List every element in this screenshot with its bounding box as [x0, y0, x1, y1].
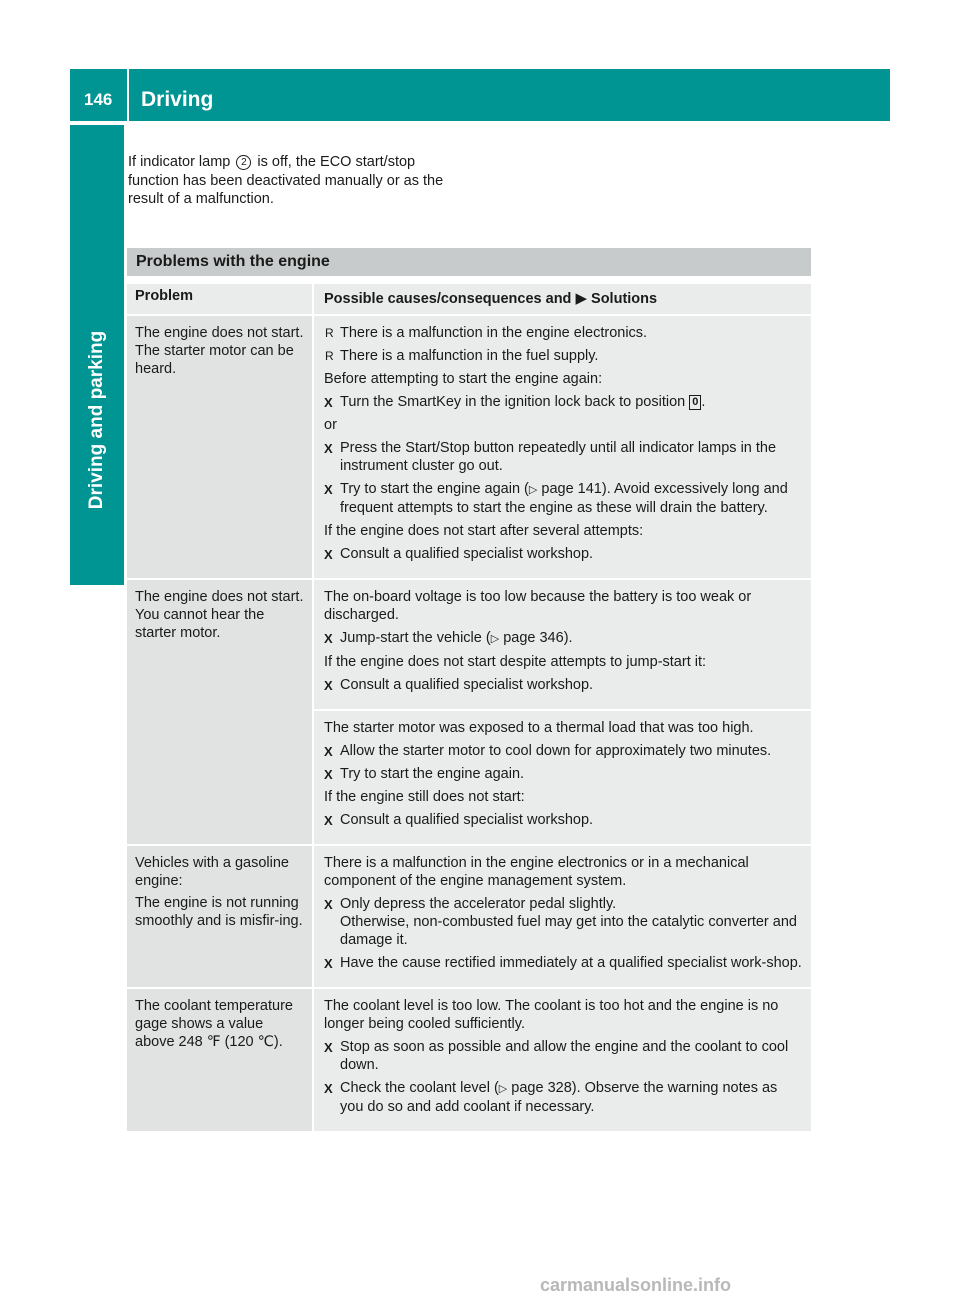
arrow-head-icon: ▶ [575, 290, 587, 307]
problem-text: The coolant temperature gage shows a value above 248 ℉ (120 ℃). [135, 998, 293, 1050]
indicator-lamp-number: 2 [236, 155, 251, 170]
solutions-cell [314, 846, 811, 987]
step-text: Try to start the engine again. [340, 766, 525, 782]
action-step [324, 480, 803, 517]
action-step [324, 545, 803, 563]
step-text-tail: ). [563, 630, 573, 646]
action-arrow-icon: X [324, 441, 333, 456]
solutions-cell [314, 316, 811, 578]
action-arrow-icon: X [324, 395, 333, 410]
action-arrow-icon: X [324, 813, 333, 828]
step-note: Otherwise, non-combusted fuel may get into the catalytic converter and damage it. [340, 914, 797, 948]
step-text: Stop as soon as possible and allow the engine and the coolant to cool down. [340, 1039, 789, 1073]
step-text: Allow the starter motor to cool down for approximately two minutes. [340, 743, 772, 759]
step-text: Jump-start the vehicle ( [340, 630, 491, 646]
problem-text: Vehicles with a gasoline engine: [135, 855, 289, 889]
action-step [324, 765, 803, 783]
page-number: 146 [84, 90, 113, 109]
problem-cell [127, 316, 314, 578]
problem-text: The engine is not running smoothly and is misfir-ing. [135, 895, 303, 929]
step-text: Consult a qualified specialist workshop. [340, 812, 594, 828]
problem-cell [127, 580, 314, 844]
page-ref-icon: ▷ [528, 484, 538, 496]
cause-text: The coolant level is too low. The coolant is too hot and the engine is no longer being cooled sufficiently. [324, 998, 779, 1032]
cause-text: If the engine still does not start: [324, 789, 525, 805]
action-arrow-icon: X [324, 1040, 333, 1055]
solutions-cell [314, 580, 811, 844]
action-arrow-icon: X [324, 678, 333, 693]
action-arrow-icon: X [324, 547, 333, 562]
table-row [127, 314, 811, 578]
action-step [324, 895, 803, 949]
step-text-tail: . [701, 394, 706, 410]
table-body [127, 314, 811, 1131]
solution-block [314, 316, 811, 578]
step-text: Have the cause rectified immediately at a qualified specialist work-shop. [340, 955, 802, 971]
header-solutions [314, 284, 811, 314]
action-arrow-icon: X [324, 767, 333, 782]
action-arrow-icon: X [324, 631, 333, 646]
step-text-tail: ). Avoid excessively long and frequent attempts to start the engine as these will drain the battery. [340, 481, 788, 516]
step-text: Try to start the engine again ( [340, 481, 529, 497]
action-arrow-icon: X [324, 1081, 333, 1096]
cause-text: If the engine does not start after several attempts: [324, 523, 644, 539]
action-step [324, 742, 803, 760]
table-header-row [127, 284, 811, 314]
page-ref-icon: ▷ [498, 1083, 508, 1095]
action-arrow-icon: X [324, 956, 333, 971]
step-text: There is a malfunction in the engine electronics. [340, 325, 648, 341]
page-reference: page 346 [503, 630, 564, 646]
step-text: Only depress the accelerator pedal slightly. [340, 896, 617, 912]
problem-text: The engine does not start. The starter motor can be heard. [135, 325, 304, 377]
cause-text: Before attempting to start the engine again: [324, 371, 603, 387]
action-step [324, 811, 803, 829]
table-row [127, 578, 811, 844]
step-text: Check the coolant level ( [340, 1080, 499, 1096]
header-solutions-text: Possible causes/consequences and [324, 291, 576, 307]
cause-text: or [324, 417, 337, 433]
cause-text: There is a malfunction in the engine electronics or in a mechanical component of the engine management system. [324, 855, 749, 889]
bullet-icon: R [325, 326, 334, 340]
section-title: Driving [141, 88, 214, 111]
intro-text-end: is off, the ECO start/stop function has been deactivated manually or as the result of a malfunction. [128, 154, 444, 207]
page-header [70, 69, 890, 121]
solution-block [314, 709, 811, 844]
problem-text: The engine does not start. You cannot hear the starter motor. [135, 589, 304, 641]
solution-block [314, 846, 811, 987]
solution-block [314, 580, 811, 709]
action-step [324, 439, 803, 475]
intro-text-start: If indicator lamp [128, 154, 235, 170]
action-arrow-icon: X [324, 744, 333, 759]
action-step [324, 954, 803, 972]
action-arrow-icon: X [324, 897, 333, 912]
cause-bullet [324, 324, 803, 342]
page-ref-icon: ▷ [490, 633, 500, 645]
action-step [324, 1038, 803, 1074]
watermark: carmanualsonline.info [540, 1275, 732, 1295]
action-step [324, 676, 803, 694]
solutions-cell [314, 989, 811, 1131]
bullet-icon: R [325, 349, 334, 363]
table-title: Problems with the engine [127, 248, 811, 276]
header-problem: Problem [127, 284, 314, 314]
header-divider [127, 69, 129, 121]
key-position-0-icon: 0 [689, 395, 701, 410]
problems-table [127, 248, 811, 1131]
table-row [127, 987, 811, 1131]
step-text: Press the Start/Stop button repeatedly until all indicator lamps in the instrument cluster go out. [340, 440, 777, 474]
header-solutions-label: Solutions [591, 291, 658, 307]
page-reference: page 141 [541, 481, 602, 497]
problem-cell [127, 846, 314, 987]
table-row [127, 844, 811, 987]
page-reference: page 328 [511, 1080, 572, 1096]
cause-text: The starter motor was exposed to a thermal load that was too high. [324, 720, 754, 736]
action-step [324, 1079, 803, 1116]
cause-text: The on-board voltage is too low because the battery is too weak or discharged. [324, 589, 752, 623]
cause-bullet [324, 347, 803, 365]
side-tab-label: Driving and parking [86, 330, 107, 510]
cause-text: If the engine does not start despite attempts to jump-start it: [324, 654, 707, 670]
step-text: Turn the SmartKey in the ignition lock back to position [340, 394, 690, 410]
action-step [324, 629, 803, 648]
problem-cell [127, 989, 314, 1131]
step-text-tail: ). Observe the warning notes as you do so and add coolant if necessary. [340, 1080, 778, 1115]
step-text: Consult a qualified specialist workshop. [340, 546, 594, 562]
solution-block [314, 989, 811, 1131]
intro-paragraph [128, 153, 458, 209]
action-step [324, 393, 803, 411]
step-text: There is a malfunction in the fuel supply. [340, 348, 599, 364]
step-text: Consult a qualified specialist workshop. [340, 677, 594, 693]
action-arrow-icon: X [324, 482, 333, 497]
